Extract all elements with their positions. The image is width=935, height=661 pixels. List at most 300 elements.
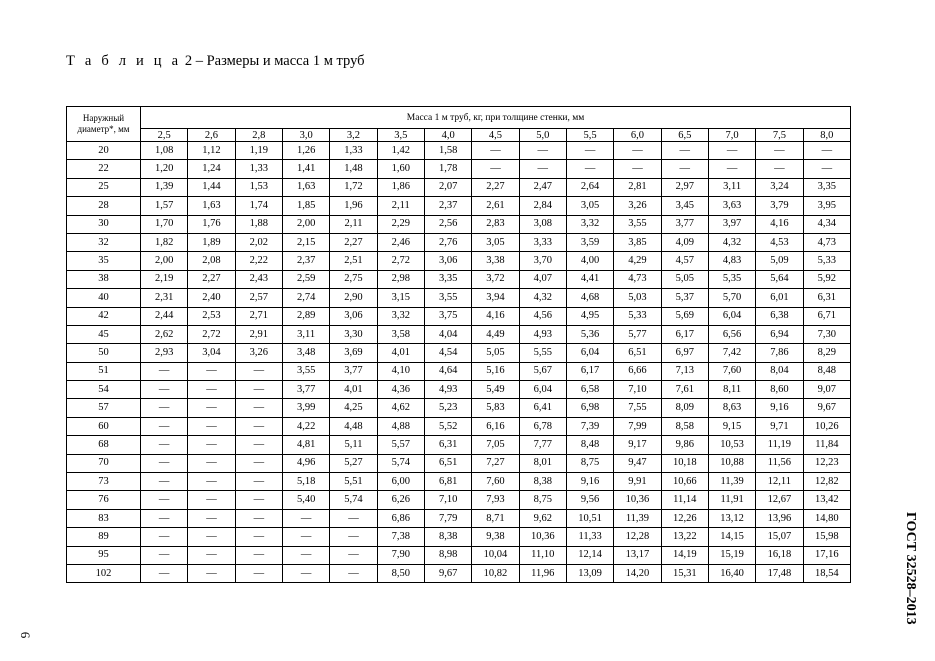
mass-cell: 9,56 bbox=[566, 491, 613, 509]
mass-cell: 9,62 bbox=[519, 509, 566, 527]
mass-cell: 6,00 bbox=[377, 473, 424, 491]
mass-cell: 15,19 bbox=[708, 546, 755, 564]
mass-cell: — bbox=[235, 362, 282, 380]
mass-cell: 2,75 bbox=[330, 270, 377, 288]
mass-cell: — bbox=[188, 564, 235, 582]
mass-cell: 2,57 bbox=[235, 289, 282, 307]
mass-cell: 5,23 bbox=[424, 399, 471, 417]
mass-cell: 4,32 bbox=[708, 233, 755, 251]
mass-cell: 1,19 bbox=[235, 142, 282, 160]
header-diameter: Наружный диаметр*, мм bbox=[67, 107, 141, 142]
mass-cell: 4,57 bbox=[661, 252, 708, 270]
mass-cell: 1,78 bbox=[424, 160, 471, 178]
table-body bbox=[67, 142, 851, 583]
mass-cell: 8,71 bbox=[472, 509, 519, 527]
diameter-cell: 25 bbox=[67, 178, 141, 196]
mass-cell: 5,40 bbox=[282, 491, 329, 509]
mass-cell: 9,67 bbox=[424, 564, 471, 582]
mass-cell: — bbox=[235, 528, 282, 546]
mass-cell: 5,69 bbox=[661, 307, 708, 325]
mass-cell: 5,37 bbox=[661, 289, 708, 307]
mass-cell: — bbox=[803, 160, 850, 178]
diameter-cell: 89 bbox=[67, 528, 141, 546]
header-wall-thickness: 4,0 bbox=[424, 129, 471, 142]
mass-cell: 3,94 bbox=[472, 289, 519, 307]
mass-cell: 10,04 bbox=[472, 546, 519, 564]
mass-cell: 1,74 bbox=[235, 197, 282, 215]
mass-cell: 1,42 bbox=[377, 142, 424, 160]
mass-cell: 5,33 bbox=[614, 307, 661, 325]
mass-cell: 9,16 bbox=[756, 399, 803, 417]
mass-cell: 7,27 bbox=[472, 454, 519, 472]
mass-cell: 3,15 bbox=[377, 289, 424, 307]
mass-cell: 3,55 bbox=[282, 362, 329, 380]
table-row bbox=[67, 344, 851, 362]
mass-cell: 4,32 bbox=[519, 289, 566, 307]
mass-cell: 5,83 bbox=[472, 399, 519, 417]
mass-cell: 9,15 bbox=[708, 417, 755, 435]
mass-cell: — bbox=[235, 564, 282, 582]
mass-cell: 2,27 bbox=[472, 178, 519, 196]
mass-cell: 10,88 bbox=[708, 454, 755, 472]
mass-cell: 15,07 bbox=[756, 528, 803, 546]
mass-cell: 9,38 bbox=[472, 528, 519, 546]
table-row bbox=[67, 325, 851, 343]
mass-cell: 7,42 bbox=[708, 344, 755, 362]
mass-cell: 7,90 bbox=[377, 546, 424, 564]
mass-cell: 3,06 bbox=[424, 252, 471, 270]
table-header bbox=[67, 107, 851, 142]
mass-cell: 1,70 bbox=[141, 215, 188, 233]
mass-cell: 5,27 bbox=[330, 454, 377, 472]
mass-cell: 17,48 bbox=[756, 564, 803, 582]
mass-cell: — bbox=[803, 142, 850, 160]
mass-cell: 2,71 bbox=[235, 307, 282, 325]
mass-cell: — bbox=[188, 399, 235, 417]
mass-cell: 9,86 bbox=[661, 436, 708, 454]
mass-cell: 12,23 bbox=[803, 454, 850, 472]
mass-cell: 6,66 bbox=[614, 362, 661, 380]
table-row bbox=[67, 307, 851, 325]
mass-cell: 6,94 bbox=[756, 325, 803, 343]
mass-cell: 5,74 bbox=[330, 491, 377, 509]
mass-cell: — bbox=[661, 160, 708, 178]
mass-cell: 1,76 bbox=[188, 215, 235, 233]
mass-cell: 5,05 bbox=[472, 344, 519, 362]
mass-cell: 11,39 bbox=[614, 509, 661, 527]
mass-cell: 13,09 bbox=[566, 564, 613, 582]
mass-cell: 7,10 bbox=[614, 381, 661, 399]
mass-cell: — bbox=[235, 491, 282, 509]
mass-cell: 7,61 bbox=[661, 381, 708, 399]
mass-cell: 4,93 bbox=[519, 325, 566, 343]
mass-cell: 13,96 bbox=[756, 509, 803, 527]
mass-cell: 8,09 bbox=[661, 399, 708, 417]
mass-cell: 6,04 bbox=[708, 307, 755, 325]
mass-cell: — bbox=[330, 564, 377, 582]
mass-cell: — bbox=[188, 454, 235, 472]
table-row bbox=[67, 564, 851, 582]
mass-cell: — bbox=[188, 473, 235, 491]
header-wall-thickness: 5,0 bbox=[519, 129, 566, 142]
mass-cell: 2,72 bbox=[377, 252, 424, 270]
mass-cell: 4,95 bbox=[566, 307, 613, 325]
mass-cell: — bbox=[141, 473, 188, 491]
mass-cell: 3,95 bbox=[803, 197, 850, 215]
diameter-cell: 70 bbox=[67, 454, 141, 472]
mass-cell: 3,26 bbox=[614, 197, 661, 215]
mass-cell: 2,76 bbox=[424, 233, 471, 251]
mass-cell: 3,79 bbox=[756, 197, 803, 215]
mass-cell: — bbox=[756, 142, 803, 160]
mass-cell: — bbox=[472, 142, 519, 160]
mass-cell: 3,05 bbox=[472, 233, 519, 251]
mass-cell: 5,03 bbox=[614, 289, 661, 307]
mass-cell: 6,38 bbox=[756, 307, 803, 325]
table-row bbox=[67, 142, 851, 160]
mass-cell: — bbox=[188, 546, 235, 564]
mass-cell: 9,07 bbox=[803, 381, 850, 399]
mass-cell: 17,16 bbox=[803, 546, 850, 564]
mass-cell: 2,29 bbox=[377, 215, 424, 233]
mass-cell: — bbox=[141, 528, 188, 546]
mass-cell: 8,63 bbox=[708, 399, 755, 417]
mass-cell: 2,90 bbox=[330, 289, 377, 307]
mass-cell: 2,27 bbox=[330, 233, 377, 251]
header-wall-thickness: 3,0 bbox=[282, 129, 329, 142]
mass-cell: 2,89 bbox=[282, 307, 329, 325]
mass-cell: 5,70 bbox=[708, 289, 755, 307]
header-wall-thickness: 7,5 bbox=[756, 129, 803, 142]
mass-cell: 5,35 bbox=[708, 270, 755, 288]
mass-cell: 10,36 bbox=[519, 528, 566, 546]
header-wall-thickness: 3,2 bbox=[330, 129, 377, 142]
mass-cell: 5,33 bbox=[803, 252, 850, 270]
mass-cell: 3,77 bbox=[661, 215, 708, 233]
mass-cell: 6,17 bbox=[566, 362, 613, 380]
mass-cell: 5,77 bbox=[614, 325, 661, 343]
mass-cell: — bbox=[282, 528, 329, 546]
mass-cell: 10,66 bbox=[661, 473, 708, 491]
mass-cell: 7,86 bbox=[756, 344, 803, 362]
mass-cell: — bbox=[614, 142, 661, 160]
mass-cell: 9,47 bbox=[614, 454, 661, 472]
diameter-cell: 50 bbox=[67, 344, 141, 362]
mass-cell: 8,48 bbox=[803, 362, 850, 380]
mass-cell: 3,77 bbox=[330, 362, 377, 380]
diameter-cell: 45 bbox=[67, 325, 141, 343]
mass-cell: — bbox=[472, 160, 519, 178]
table-row bbox=[67, 509, 851, 527]
diameter-cell: 22 bbox=[67, 160, 141, 178]
mass-cell: 4,62 bbox=[377, 399, 424, 417]
mass-cell: 4,64 bbox=[424, 362, 471, 380]
diameter-cell: 57 bbox=[67, 399, 141, 417]
mass-cell: 6,31 bbox=[803, 289, 850, 307]
mass-cell: 2,74 bbox=[282, 289, 329, 307]
mass-cell: 4,41 bbox=[566, 270, 613, 288]
mass-cell: 7,55 bbox=[614, 399, 661, 417]
mass-cell: 4,00 bbox=[566, 252, 613, 270]
diameter-cell: 30 bbox=[67, 215, 141, 233]
mass-cell: 4,25 bbox=[330, 399, 377, 417]
mass-cell: 1,26 bbox=[282, 142, 329, 160]
mass-cell: 4,73 bbox=[614, 270, 661, 288]
mass-cell: 1,85 bbox=[282, 197, 329, 215]
mass-cell: 16,18 bbox=[756, 546, 803, 564]
mass-cell: 4,54 bbox=[424, 344, 471, 362]
mass-cell: — bbox=[330, 528, 377, 546]
mass-cell: 3,55 bbox=[424, 289, 471, 307]
mass-cell: 7,13 bbox=[661, 362, 708, 380]
mass-cell: 5,52 bbox=[424, 417, 471, 435]
mass-cell: 7,39 bbox=[566, 417, 613, 435]
mass-cell: 14,20 bbox=[614, 564, 661, 582]
mass-cell: — bbox=[282, 509, 329, 527]
mass-cell: 4,68 bbox=[566, 289, 613, 307]
mass-cell: 13,22 bbox=[661, 528, 708, 546]
mass-cell: — bbox=[566, 160, 613, 178]
mass-cell: 7,77 bbox=[519, 436, 566, 454]
mass-cell: 2,11 bbox=[330, 215, 377, 233]
mass-cell: 13,42 bbox=[803, 491, 850, 509]
table-row bbox=[67, 289, 851, 307]
mass-cell: — bbox=[188, 528, 235, 546]
mass-cell: 2,51 bbox=[330, 252, 377, 270]
mass-cell: 4,36 bbox=[377, 381, 424, 399]
mass-cell: 2,64 bbox=[566, 178, 613, 196]
mass-cell: — bbox=[141, 417, 188, 435]
mass-cell: 9,17 bbox=[614, 436, 661, 454]
mass-cell: — bbox=[141, 546, 188, 564]
table-row bbox=[67, 197, 851, 215]
mass-cell: 13,12 bbox=[708, 509, 755, 527]
mass-cell: — bbox=[141, 381, 188, 399]
mass-cell: 4,83 bbox=[708, 252, 755, 270]
header-wall-thickness: 3,5 bbox=[377, 129, 424, 142]
mass-cell: 10,53 bbox=[708, 436, 755, 454]
mass-cell: 10,36 bbox=[614, 491, 661, 509]
table-row bbox=[67, 160, 851, 178]
mass-cell: 4,73 bbox=[803, 233, 850, 251]
mass-cell: 3,33 bbox=[519, 233, 566, 251]
mass-cell: 11,84 bbox=[803, 436, 850, 454]
mass-cell: 14,19 bbox=[661, 546, 708, 564]
mass-cell: 3,72 bbox=[472, 270, 519, 288]
diameter-cell: 40 bbox=[67, 289, 141, 307]
mass-cell: 6,04 bbox=[566, 344, 613, 362]
mass-cell: 2,91 bbox=[235, 325, 282, 343]
mass-cell: 6,78 bbox=[519, 417, 566, 435]
diameter-cell: 60 bbox=[67, 417, 141, 435]
mass-cell: 5,57 bbox=[377, 436, 424, 454]
mass-cell: 4,16 bbox=[756, 215, 803, 233]
table-row bbox=[67, 528, 851, 546]
mass-cell: 1,60 bbox=[377, 160, 424, 178]
mass-cell: 3,26 bbox=[235, 344, 282, 362]
mass-cell: 2,81 bbox=[614, 178, 661, 196]
mass-cell: 3,32 bbox=[566, 215, 613, 233]
mass-cell: — bbox=[614, 160, 661, 178]
mass-cell: — bbox=[519, 142, 566, 160]
mass-cell: 6,86 bbox=[377, 509, 424, 527]
table-row bbox=[67, 215, 851, 233]
mass-cell: — bbox=[188, 509, 235, 527]
mass-cell: 8,75 bbox=[566, 454, 613, 472]
mass-cell: — bbox=[141, 491, 188, 509]
mass-cell: — bbox=[235, 436, 282, 454]
mass-cell: 4,49 bbox=[472, 325, 519, 343]
mass-cell: 16,40 bbox=[708, 564, 755, 582]
mass-cell: — bbox=[141, 399, 188, 417]
diameter-cell: 73 bbox=[67, 473, 141, 491]
mass-cell: 3,24 bbox=[756, 178, 803, 196]
mass-cell: 14,15 bbox=[708, 528, 755, 546]
page-number: 6 bbox=[18, 631, 33, 639]
mass-cell: 7,10 bbox=[424, 491, 471, 509]
mass-cell: 1,72 bbox=[330, 178, 377, 196]
mass-cell: 5,55 bbox=[519, 344, 566, 362]
mass-cell: 4,04 bbox=[424, 325, 471, 343]
mass-cell: 5,11 bbox=[330, 436, 377, 454]
diameter-cell: 102 bbox=[67, 564, 141, 582]
mass-cell: 3,30 bbox=[330, 325, 377, 343]
mass-cell: — bbox=[141, 436, 188, 454]
header-wall-thickness: 8,0 bbox=[803, 129, 850, 142]
table-row bbox=[67, 546, 851, 564]
mass-cell: 2,40 bbox=[188, 289, 235, 307]
mass-cell: 14,80 bbox=[803, 509, 850, 527]
mass-cell: 6,97 bbox=[661, 344, 708, 362]
mass-cell: 8,29 bbox=[803, 344, 850, 362]
diameter-cell: 76 bbox=[67, 491, 141, 509]
mass-cell: 2,11 bbox=[377, 197, 424, 215]
table-row bbox=[67, 473, 851, 491]
header-mass: Масса 1 м труб, кг, при толщине стенки, мм bbox=[141, 107, 851, 129]
mass-cell: 1,33 bbox=[235, 160, 282, 178]
mass-cell: 11,96 bbox=[519, 564, 566, 582]
mass-cell: 8,75 bbox=[519, 491, 566, 509]
mass-cell: 12,67 bbox=[756, 491, 803, 509]
mass-cell: 3,70 bbox=[519, 252, 566, 270]
mass-cell: 1,44 bbox=[188, 178, 235, 196]
mass-cell: 3,48 bbox=[282, 344, 329, 362]
header-wall-thickness: 2,8 bbox=[235, 129, 282, 142]
mass-cell: 2,08 bbox=[188, 252, 235, 270]
mass-cell: 6,01 bbox=[756, 289, 803, 307]
diameter-cell: 95 bbox=[67, 546, 141, 564]
mass-cell: 1,41 bbox=[282, 160, 329, 178]
mass-cell: 2,22 bbox=[235, 252, 282, 270]
mass-cell: 8,04 bbox=[756, 362, 803, 380]
mass-cell: 13,17 bbox=[614, 546, 661, 564]
mass-cell: 5,36 bbox=[566, 325, 613, 343]
mass-cell: 5,16 bbox=[472, 362, 519, 380]
mass-cell: 4,01 bbox=[377, 344, 424, 362]
mass-cell: 4,53 bbox=[756, 233, 803, 251]
table-row bbox=[67, 233, 851, 251]
mass-cell: 4,34 bbox=[803, 215, 850, 233]
mass-cell: 8,58 bbox=[661, 417, 708, 435]
mass-cell: — bbox=[519, 160, 566, 178]
mass-cell: 8,38 bbox=[519, 473, 566, 491]
mass-cell: — bbox=[661, 142, 708, 160]
mass-cell: 3,11 bbox=[282, 325, 329, 343]
mass-cell: 6,26 bbox=[377, 491, 424, 509]
mass-cell: 2,15 bbox=[282, 233, 329, 251]
mass-cell: 4,16 bbox=[472, 307, 519, 325]
mass-cell: 3,58 bbox=[377, 325, 424, 343]
mass-cell: 3,11 bbox=[708, 178, 755, 196]
caption-text: 2 – Размеры и масса 1 м труб bbox=[181, 53, 365, 69]
mass-cell: 3,59 bbox=[566, 233, 613, 251]
mass-cell: 6,31 bbox=[424, 436, 471, 454]
mass-cell: 1,63 bbox=[282, 178, 329, 196]
mass-cell: 3,55 bbox=[614, 215, 661, 233]
mass-cell: 3,06 bbox=[330, 307, 377, 325]
mass-cell: — bbox=[188, 436, 235, 454]
mass-cell: 7,60 bbox=[472, 473, 519, 491]
mass-cell: 2,31 bbox=[141, 289, 188, 307]
mass-cell: — bbox=[141, 509, 188, 527]
mass-cell: 6,56 bbox=[708, 325, 755, 343]
mass-cell: 1,82 bbox=[141, 233, 188, 251]
mass-cell: 10,26 bbox=[803, 417, 850, 435]
mass-cell: — bbox=[330, 546, 377, 564]
table-row bbox=[67, 252, 851, 270]
table-caption bbox=[66, 53, 365, 70]
mass-cell: 5,05 bbox=[661, 270, 708, 288]
mass-cell: — bbox=[188, 417, 235, 435]
mass-cell: 1,96 bbox=[330, 197, 377, 215]
diameter-cell: 38 bbox=[67, 270, 141, 288]
mass-cell: 2,72 bbox=[188, 325, 235, 343]
table-row bbox=[67, 436, 851, 454]
diameter-cell: 51 bbox=[67, 362, 141, 380]
mass-cell: 6,71 bbox=[803, 307, 850, 325]
mass-cell: 11,10 bbox=[519, 546, 566, 564]
mass-cell: 4,81 bbox=[282, 436, 329, 454]
mass-cell: 8,01 bbox=[519, 454, 566, 472]
mass-cell: 4,09 bbox=[661, 233, 708, 251]
mass-cell: 8,48 bbox=[566, 436, 613, 454]
mass-cell: 6,58 bbox=[566, 381, 613, 399]
header-wall-thickness: 4,5 bbox=[472, 129, 519, 142]
mass-cell: 2,19 bbox=[141, 270, 188, 288]
mass-cell: 2,00 bbox=[282, 215, 329, 233]
mass-cell: 7,38 bbox=[377, 528, 424, 546]
mass-cell: 1,58 bbox=[424, 142, 471, 160]
mass-cell: 3,05 bbox=[566, 197, 613, 215]
mass-cell: 3,75 bbox=[424, 307, 471, 325]
mass-cell: 1,08 bbox=[141, 142, 188, 160]
diameter-cell: 68 bbox=[67, 436, 141, 454]
mass-cell: 1,33 bbox=[330, 142, 377, 160]
mass-cell: 3,04 bbox=[188, 344, 235, 362]
mass-cell: 2,98 bbox=[377, 270, 424, 288]
mass-cell: — bbox=[188, 491, 235, 509]
header-wall-thickness: 5,5 bbox=[566, 129, 613, 142]
mass-cell: 1,89 bbox=[188, 233, 235, 251]
header-wall-row bbox=[67, 129, 851, 142]
mass-cell: 2,59 bbox=[282, 270, 329, 288]
mass-cell: — bbox=[756, 160, 803, 178]
mass-cell: 9,16 bbox=[566, 473, 613, 491]
mass-cell: 8,50 bbox=[377, 564, 424, 582]
mass-cell: 2,44 bbox=[141, 307, 188, 325]
mass-cell: 5,67 bbox=[519, 362, 566, 380]
mass-cell: 12,82 bbox=[803, 473, 850, 491]
